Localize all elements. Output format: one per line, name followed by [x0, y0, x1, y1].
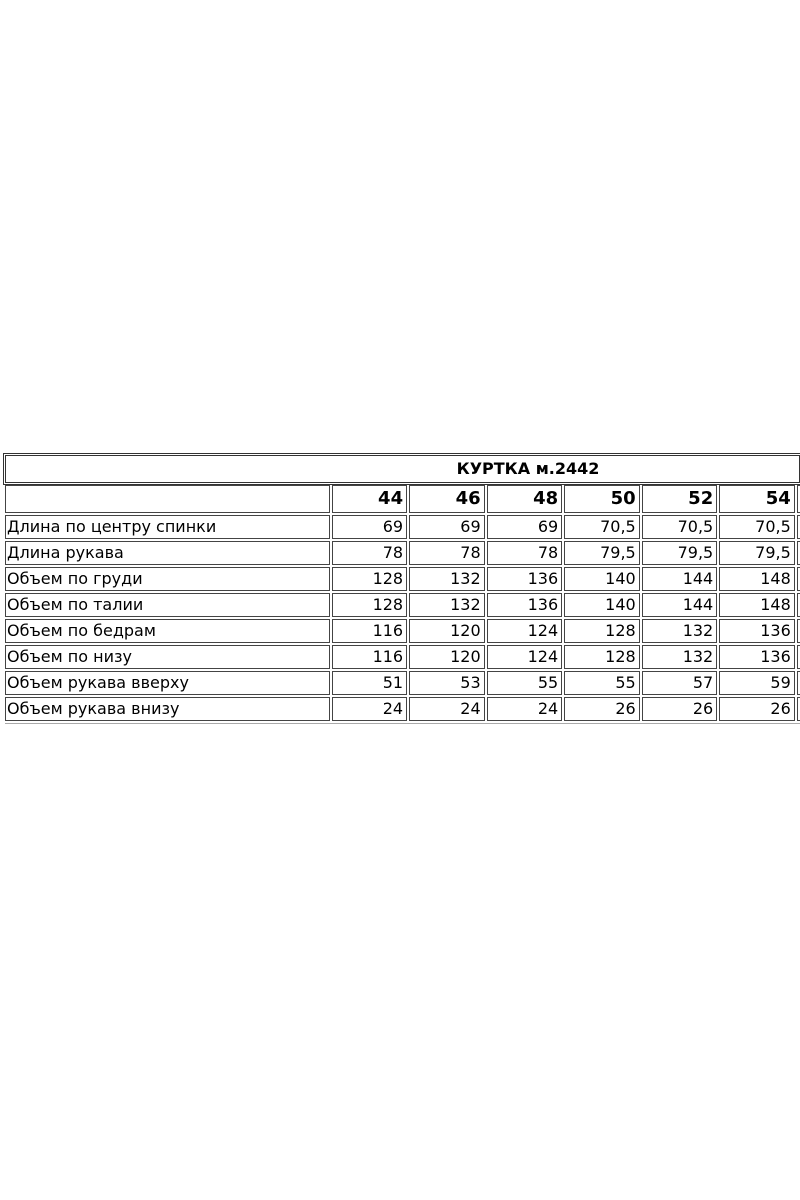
- measurement-value: 70,5: [564, 515, 640, 539]
- table-title-cell: [5, 455, 800, 483]
- measurement-value: 51: [332, 671, 408, 695]
- measurement-value: 59: [719, 671, 795, 695]
- measurement-value: 136: [719, 645, 795, 669]
- measurement-value: 55: [487, 671, 563, 695]
- measurement-value: 124: [487, 645, 563, 669]
- measurement-value: 69: [487, 515, 563, 539]
- table-row: [5, 619, 800, 643]
- measurement-value: 116: [332, 645, 408, 669]
- measurement-value: 78: [332, 541, 408, 565]
- measurement-value: 78: [487, 541, 563, 565]
- size-header-cell: 54: [719, 485, 795, 513]
- size-header-cell: 52: [642, 485, 718, 513]
- measurement-label: Длина рукава: [5, 541, 330, 565]
- measurement-value: 132: [642, 645, 718, 669]
- measurement-value: 128: [332, 567, 408, 591]
- measurement-value: 136: [487, 593, 563, 617]
- size-header-cell: 48: [487, 485, 563, 513]
- measurement-value: 79,5: [564, 541, 640, 565]
- table-row: [5, 567, 800, 591]
- table-title: КУРТКА м.2442: [456, 459, 600, 478]
- measurement-value: 120: [409, 619, 485, 643]
- size-table-body: [5, 485, 800, 721]
- measurement-value: 136: [719, 619, 795, 643]
- measurement-value: 144: [642, 593, 718, 617]
- size-header-cell: 46: [409, 485, 485, 513]
- table-row: [5, 593, 800, 617]
- measurement-value: 24: [487, 697, 563, 721]
- measurement-value: 148: [719, 593, 795, 617]
- size-header-row: [5, 485, 800, 513]
- measurement-label: Длина по центру спинки: [5, 515, 330, 539]
- table-row: [5, 671, 800, 695]
- measurement-value: 79,5: [642, 541, 718, 565]
- measurement-value: 26: [564, 697, 640, 721]
- table-row: [5, 515, 800, 539]
- measurement-value: 24: [409, 697, 485, 721]
- measurement-value: 132: [409, 567, 485, 591]
- measurement-value: 69: [409, 515, 485, 539]
- measurement-value: 140: [564, 593, 640, 617]
- size-header-cell: 50: [564, 485, 640, 513]
- measurement-value: 128: [332, 593, 408, 617]
- size-chart: [5, 455, 800, 728]
- table-row: [5, 697, 800, 721]
- measurement-label: Объем рукава внизу: [5, 697, 330, 721]
- measurement-value: 57: [642, 671, 718, 695]
- measurement-value: 128: [564, 619, 640, 643]
- measurement-value: 140: [564, 567, 640, 591]
- measurement-label: Объем по низу: [5, 645, 330, 669]
- measurement-value: 69: [332, 515, 408, 539]
- measurement-value: 132: [409, 593, 485, 617]
- measurement-value: 26: [719, 697, 795, 721]
- measurement-value: 24: [332, 697, 408, 721]
- measurement-value: 128: [564, 645, 640, 669]
- measurement-value: 124: [487, 619, 563, 643]
- measurement-value: 148: [719, 567, 795, 591]
- measurement-value: 26: [642, 697, 718, 721]
- measurement-label: Объем рукава вверху: [5, 671, 330, 695]
- measurement-value: 116: [332, 619, 408, 643]
- table-row: [5, 541, 800, 565]
- measurement-value: 55: [564, 671, 640, 695]
- measurement-value: 78: [409, 541, 485, 565]
- measurement-label: Объем по бедрам: [5, 619, 330, 643]
- measurement-value: 70,5: [642, 515, 718, 539]
- size-table: [3, 483, 800, 723]
- measurement-label: Объем по груди: [5, 567, 330, 591]
- measurement-value: 136: [487, 567, 563, 591]
- measurement-value: 53: [409, 671, 485, 695]
- header-corner-cell: [5, 485, 330, 513]
- table-bottom-border: [5, 723, 800, 728]
- measurement-value: 144: [642, 567, 718, 591]
- measurement-value: 132: [642, 619, 718, 643]
- measurement-value: 79,5: [719, 541, 795, 565]
- table-row: [5, 645, 800, 669]
- measurement-label: Объем по талии: [5, 593, 330, 617]
- size-header-cell: 44: [332, 485, 408, 513]
- measurement-value: 70,5: [719, 515, 795, 539]
- measurement-value: 120: [409, 645, 485, 669]
